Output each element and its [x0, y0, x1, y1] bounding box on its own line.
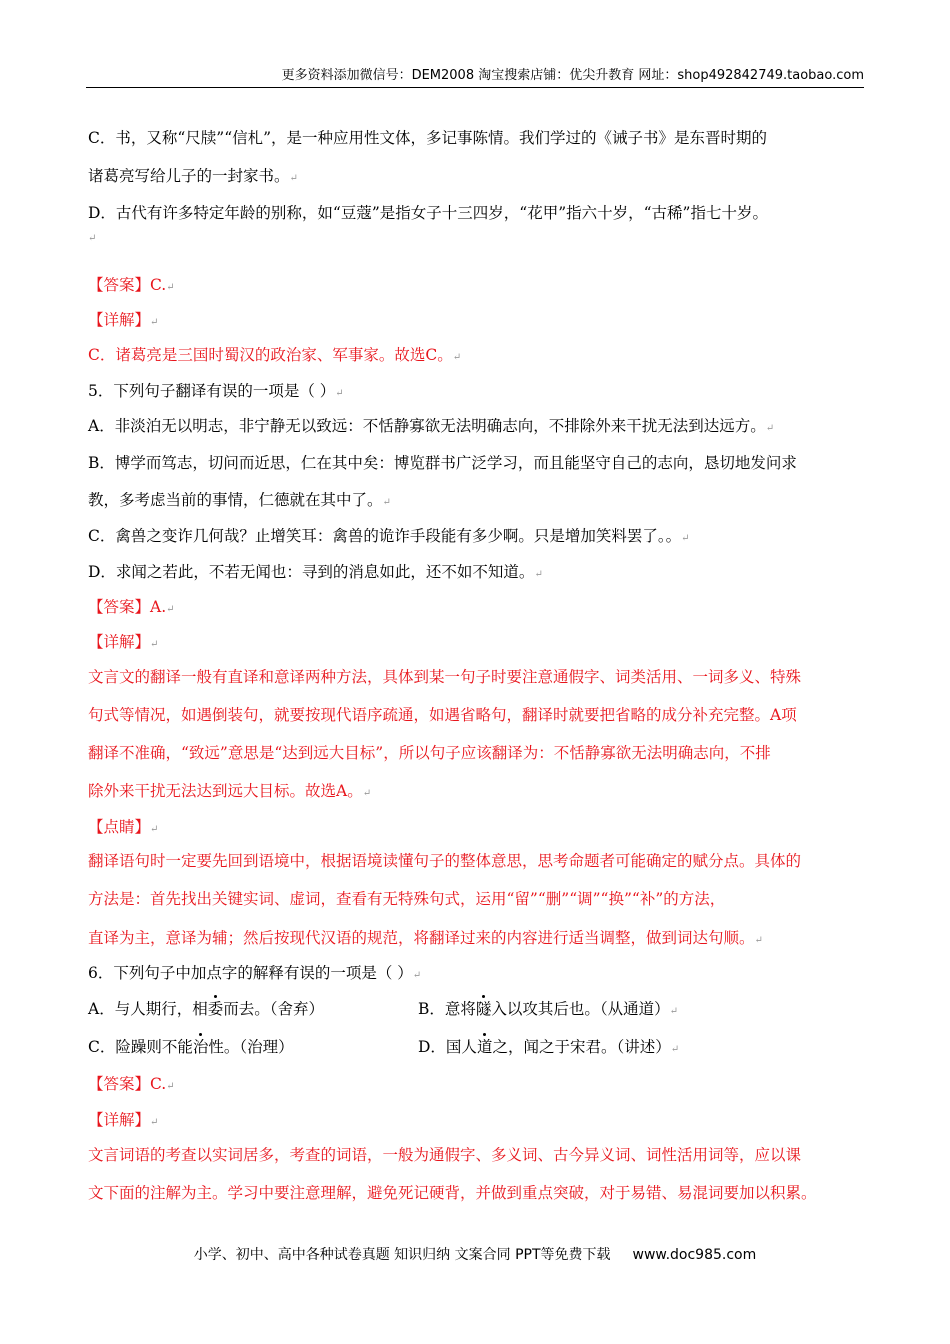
q5-tip-line: 翻译语句时一定要先回到语境中，根据语境读懂句子的整体意思，思考命题者可能确定的赋分点。具体的	[88, 852, 802, 870]
q5-tip-line: 直译为主，意译为辅；然后按现代汉语的规范，将翻译过来的内容进行适当调整，做到词达句顺。↵	[88, 929, 763, 947]
q6-options-row-1	[88, 999, 868, 1019]
q6-options-row-2	[88, 1037, 868, 1057]
q4-option-c-line1: C．书，又称“尺牍”“信札”，是一种应用性文体，多记事陈情。我们学过的《诫子书》是东晋时期的	[88, 129, 768, 147]
page-header: 更多资料添加微信号：DEM2008 淘宝搜索店铺：优尖升教育 网址：shop492842749.taobao.com	[281, 68, 864, 83]
q5-detail-label: 【详解】↵	[88, 633, 159, 651]
dotted-character: 隧	[475, 1000, 492, 1018]
q6-detail-line: 文言词语的考查以实词居多，考查的词语，一般为通假字、多义词、古今异义词、词性活用词等，应以课	[88, 1146, 802, 1164]
q5-detail-line: 翻译不准确，“致远”意思是“达到远大目标”，所以句子应该翻译为：不恬静寡欲无法明确志向，不排	[88, 744, 771, 762]
q4-option-d: D．古代有许多特定年龄的别称，如“豆蔻”是指女子十三四岁，“花甲”指六十岁，“古稀”指七十岁。	[88, 204, 768, 222]
q5-detail-line: 文言文的翻译一般有直译和意译两种方法，具体到某一句子时要注意通假字、词类活用、一词多义、特殊	[88, 668, 802, 686]
q6-option-d: D．国人道之，闻之于宋君。（讲述）↵	[418, 1038, 680, 1056]
footer-text: 小学、初中、高中各种试卷真题 知识归纳 文案合同 PPT等免费下载	[193, 1247, 611, 1263]
footer-url[interactable]: www.doc985.com	[632, 1247, 757, 1263]
q5-stem: 5．下列句子翻译有误的一项是（ ）↵	[88, 382, 344, 400]
q6-detail-line: 文下面的注解为主。学习中要注意理解，避免死记硬背，并做到重点突破，对于易错、易混词要加以积累。	[88, 1184, 817, 1202]
q5-option-a: A．非淡泊无以明志，非宁静无以致远：不恬静寡欲无法明确志向，不排除外来干扰无法到达远方。↵	[88, 417, 775, 435]
q4-option-c-line2: 诸葛亮写给儿子的一封家书。↵	[88, 167, 298, 185]
q5-tip-label: 【点睛】↵	[88, 818, 159, 836]
dotted-character: 治	[192, 1038, 209, 1056]
q5-tip-line: 方法是：首先找出关键实词、虚词，查看有无特殊句式，运用“留”“删”“调”“换”“补”的方法，	[88, 890, 726, 908]
q5-option-b-line2: 教，多考虑当前的事情，仁德就在其中了。↵	[88, 491, 391, 509]
q5-option-d: D．求闻之若此，不若无闻也：寻到的消息如此，还不如不知道。↵	[88, 563, 543, 581]
q6-option-a: A．与人期行，相委而去。（舍弃）	[88, 1000, 324, 1018]
q5-option-b-line1: B．博学而笃志，切问而近思，仁在其中矣：博览群书广泛学习，而且能坚守自己的志向，恳切地发问求	[88, 454, 797, 472]
q6-stem: 6．下列句子中加点字的解释有误的一项是（ ）↵	[88, 964, 422, 982]
q6-answer: 【答案】C.↵	[88, 1075, 175, 1093]
q5-option-c: C．禽兽之变诈几何哉？止增笑耳：禽兽的诡诈手段能有多少啊。只是增加笑料罢了。。↵	[88, 527, 690, 545]
q6-detail-label: 【详解】↵	[88, 1111, 159, 1129]
q5-detail-line: 除外来干扰无法达到远大目标。故选A。↵	[88, 782, 372, 800]
dotted-character: 道	[476, 1038, 493, 1056]
q6-option-c: C．险躁则不能治性。（治理）	[88, 1038, 294, 1056]
q6-option-b: B．意将隧入以攻其后也。（从通道）↵	[418, 1000, 679, 1018]
q4-answer: 【答案】C.↵	[88, 276, 175, 294]
q4-detail-text: C．诸葛亮是三国时蜀汉的政治家、军事家。故选C。↵	[88, 346, 462, 364]
q5-answer: 【答案】A.↵	[88, 598, 175, 616]
q4-detail-label: 【详解】↵	[88, 311, 159, 329]
q5-detail-line: 句式等情况，如遇倒装句，就要按现代语序疏通，如遇省略句，翻译时就要把省略的成分补充完整。A项	[88, 706, 797, 724]
page-footer	[0, 1244, 950, 1264]
paragraph-mark: ↵	[88, 233, 97, 244]
dotted-character: 委	[207, 1000, 224, 1018]
header-divider	[86, 87, 864, 88]
